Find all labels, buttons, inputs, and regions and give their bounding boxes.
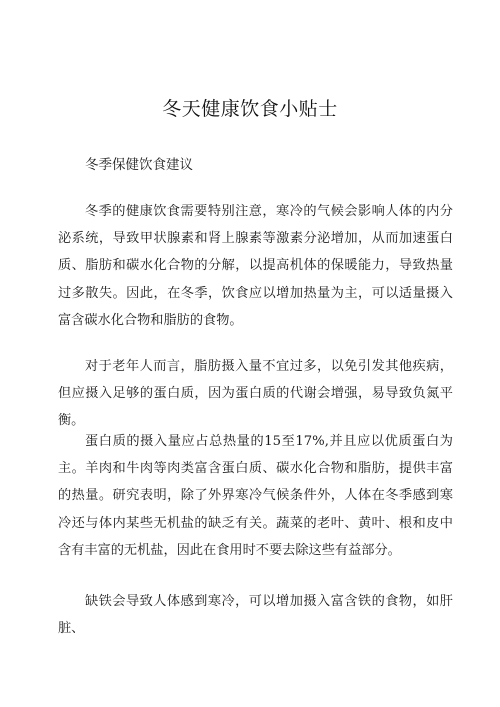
paragraph-elderly: 对于老年人而言，脂肪摄入量不宜过多，以免引发其他疾病，但应摄入足够的蛋白质，因为蛋白质的代谢会增强，易导致负氮平衡。 [58,359,453,429]
paragraph-winter-diet: 冬季的健康饮食需要特别注意，寒冷的气候会影响人体的内分泌系统，导致甲状腺素和肾上腺素等激素分泌增加，从而加速蛋白质、脂肪和碳水化合物的分解，以提高机体的保暖能力，导致热量过多散失。因此，在冬季，饮食应以增加热量为主，可以适量摄入富含碳水化合物和脂肪的食物。 [58,204,453,328]
section-subtitle: 冬季保健饮食建议 [85,157,193,173]
paragraph-iron: 缺铁会导致人体感到寒冷，可以增加摄入富含铁的食物，如肝脏、 [58,594,453,637]
document-title: 冬天健康饮食小贴士 [162,98,338,120]
paragraph-protein: 蛋白质的摄入量应占总热量的15至17%,并且应以优质蛋白为主。羊肉和牛肉等肉类富含蛋白质、碳水化合物和脂肪，提供丰富的热量。研究表明，除了外界寒冷气候条件外，人体在冬季感到寒冷还与体内某些无机盐的缺乏有关。蔬菜的老叶、黄叶、根和皮中含有丰富的无机盐，因此在食用时不要去除这些有益部分。 [58,434,453,558]
